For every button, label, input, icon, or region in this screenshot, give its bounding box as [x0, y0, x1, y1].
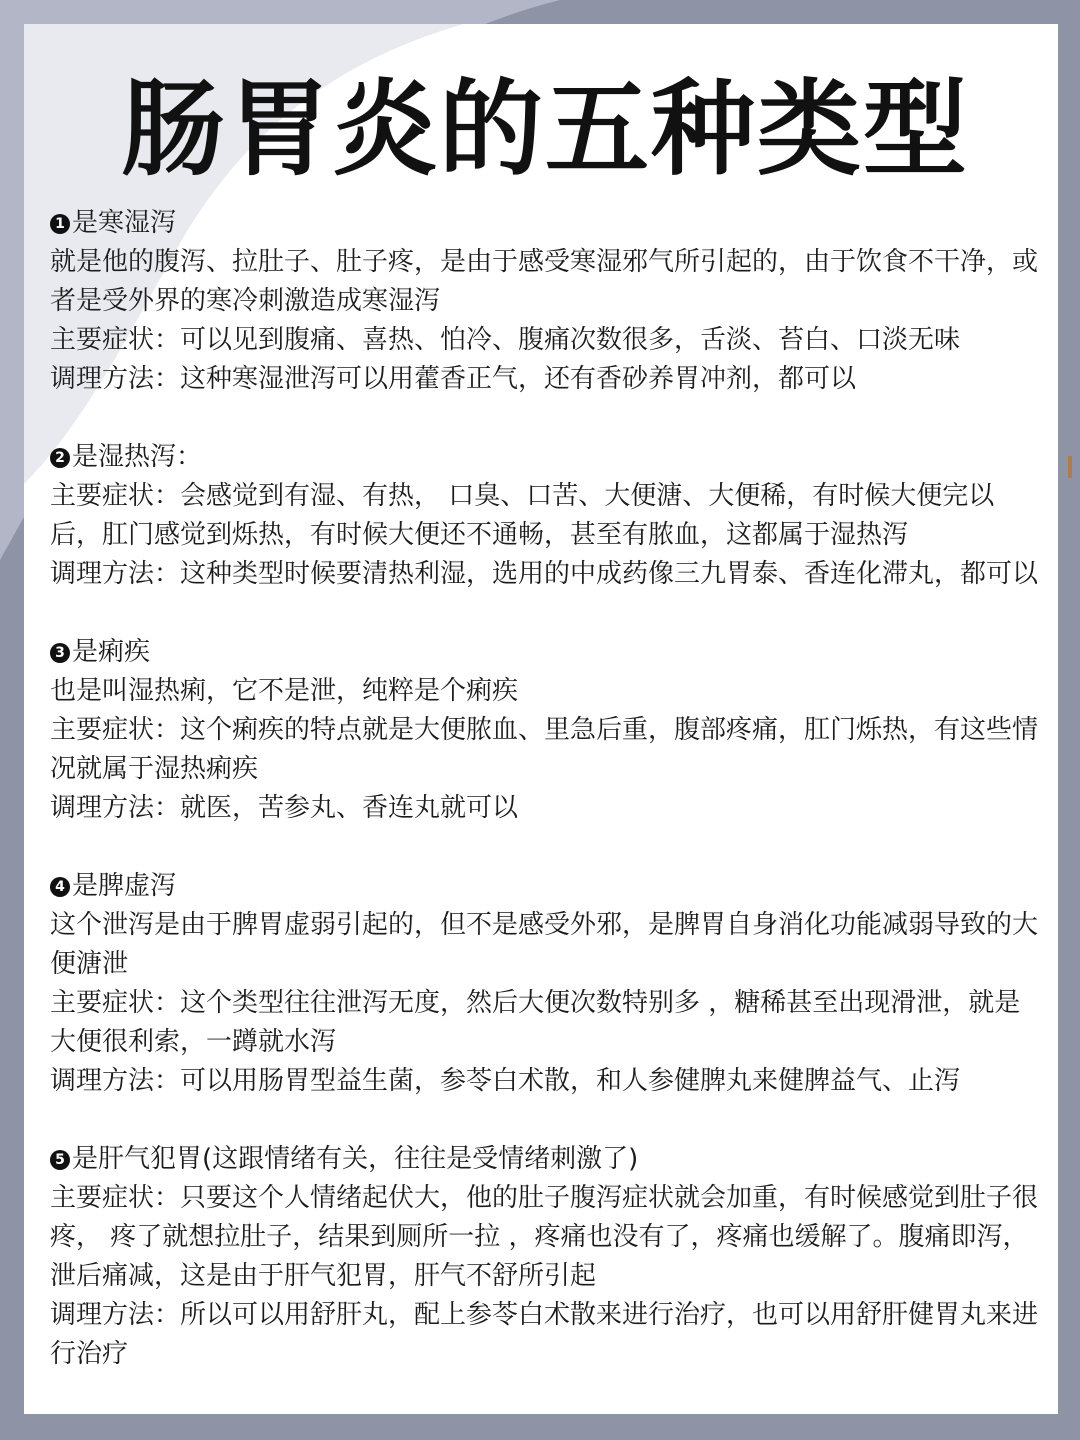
number-badge-icon: 4 [50, 877, 70, 897]
section-heading [50, 438, 1040, 477]
section-heading [50, 204, 1040, 243]
number-badge-icon: 3 [50, 643, 70, 663]
paragraph: 也是叫湿热痢，它不是泄，纯粹是个痢疾 [50, 676, 519, 706]
number-badge-icon: 1 [50, 214, 70, 234]
section-3 [50, 633, 1040, 828]
paragraph: 这个泄泻是由于脾胃虚弱引起的，但不是感受外邪，是脾胃自身消化功能减弱导致的大便溏泄 [50, 910, 1039, 979]
treatment-text: 调理方法：这种寒湿泄泻可以用藿香正气，还有香砂养胃冲剂，都可以 [50, 364, 857, 394]
symptoms-text: 主要症状：会感觉到有湿、有热， 口臭、口苦、大便溏、大便稀，有时候大便完以后，肛门感觉到烁热，有时候大便还不通畅，甚至有脓血，这都属于湿热泻 [50, 481, 995, 550]
symptoms-text: 主要症状：这个类型往往泄泻无度，然后大便次数特别多 ，糖稀甚至出现滑泄，就是大便很利索，一蹲就水泻 [50, 988, 1021, 1057]
section-title: 是寒湿泻 [72, 208, 177, 238]
section-heading [50, 1140, 1040, 1179]
symptoms-text: 主要症状：只要这个人情绪起伏大，他的肚子腹泻症状就会加重，有时候感觉到肚子很疼， 疼了就想拉肚子，结果到厕所一拉 ，疼痛也没有了，疼痛也缓解了。腹痛即泻，泄后痛减，这是由于肝气犯胃，肝气不舒所引起 [50, 1183, 1039, 1291]
section-2 [50, 438, 1040, 594]
section-1 [50, 204, 1040, 399]
section-heading [50, 867, 1040, 906]
number-badge-icon: 5 [50, 1150, 70, 1170]
page-title: 肠胃炎的五种类型 [120, 68, 969, 190]
symptoms-text: 主要症状：可以见到腹痛、喜热、怕冷、腹痛次数很多，舌淡、苔白、口淡无味 [50, 325, 961, 355]
number-badge-icon: 2 [50, 448, 70, 468]
treatment-text: 调理方法：可以用肠胃型益生菌，参苓白术散，和人参健脾丸来健脾益气、止泻 [50, 1066, 961, 1096]
symptoms-text: 主要症状：这个痢疾的特点就是大便脓血、里急后重，腹部疼痛，肛门烁热，有这些情况就属于湿热痢疾 [50, 715, 1039, 784]
treatment-text: 调理方法：所以可以用舒肝丸，配上参苓白术散来进行治疗，也可以用舒肝健胃丸来进行治疗 [50, 1300, 1039, 1369]
treatment-text: 调理方法：这种类型时候要清热利湿，选用的中成药像三九胃泰、香连化滞丸，都可以 [50, 559, 1039, 589]
section-title: 是肝气犯胃(这跟情绪有关，往往是受情绪刺激了) [72, 1144, 639, 1174]
section-heading [50, 633, 1040, 672]
article [50, 24, 1040, 1374]
content-card [24, 24, 1058, 1414]
section-title: 是湿热泻： [72, 442, 203, 472]
section-title: 是痢疾 [72, 637, 151, 667]
edge-mark [1068, 456, 1072, 478]
treatment-text: 调理方法：就医，苦参丸、香连丸就可以 [50, 793, 519, 823]
section-5 [50, 1140, 1040, 1374]
section-4 [50, 867, 1040, 1101]
paragraph: 就是他的腹泻、拉肚子、肚子疼，是由于感受寒湿邪气所引起的，由于饮食不干净，或者是受外界的寒冷刺激造成寒湿泻 [50, 247, 1039, 316]
section-title: 是脾虚泻 [72, 871, 177, 901]
